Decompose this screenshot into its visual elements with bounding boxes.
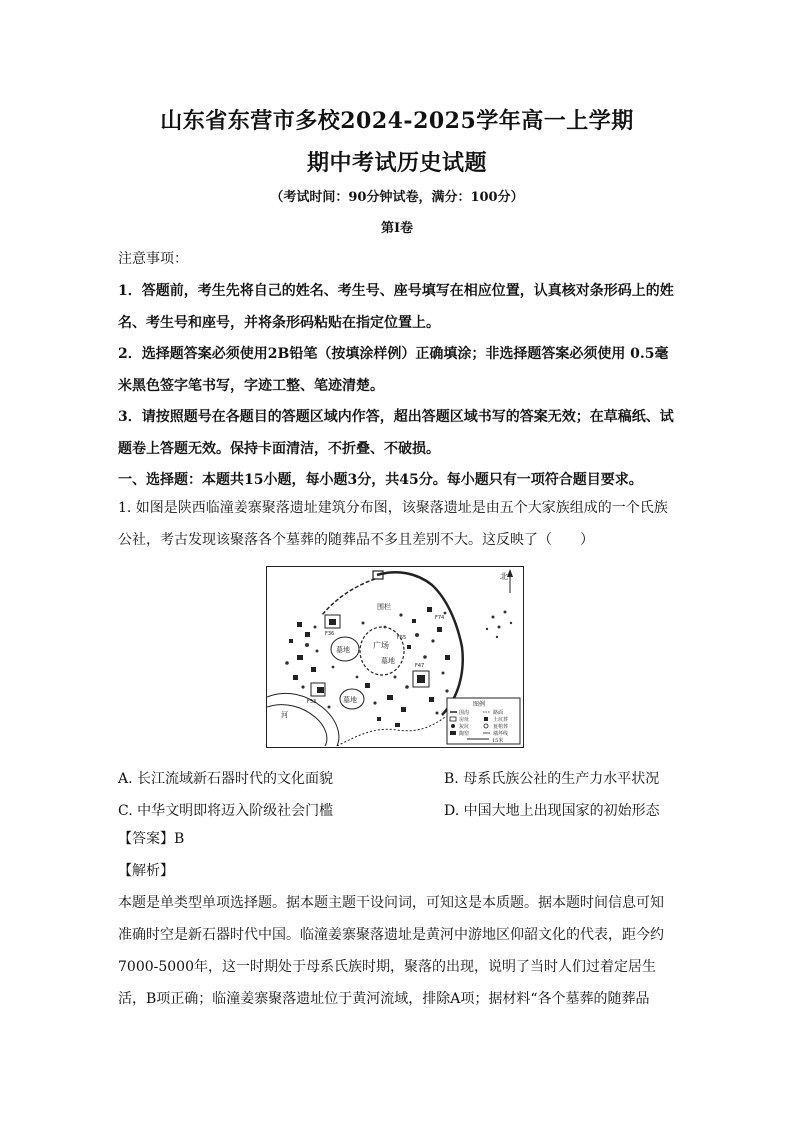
answer-label: 【答案】B [118, 831, 185, 847]
house-label-f74: F74 [435, 615, 445, 621]
cemetery-label-3: 墓地 [343, 696, 357, 704]
section-heading: 一、选择题：本题共15小题，每小题3分，共45分。每小题只有一项符合题目要求。 [118, 472, 643, 488]
cemetery-label-2: 墓地 [381, 657, 395, 665]
settlement-map-figure [266, 566, 524, 748]
legend-item-road: 路面 [493, 710, 504, 716]
legend-item-kiln: 陶窑 [459, 731, 470, 737]
option-a: A. 长江流域新石器时代的文化面貌 [118, 771, 334, 787]
house-label-f53: F53 [307, 699, 317, 705]
settlement-map [267, 567, 522, 746]
legend-item-urn-burial: 瓮棺葬 [493, 724, 509, 730]
notice-item-2: 2．选择题答案必须使用2B铅笔（按填涂样例）正确填涂；非选择题答案必须使用 0.5毫米黑色签字笔书写，字迹工整、笔迹清楚。 [118, 346, 669, 394]
river-label: 河 [281, 711, 288, 719]
legend-item-pit-burial: 土坑葬 [493, 717, 509, 723]
legend-item-ditch: 围沟 [459, 710, 470, 716]
notice-heading: 注意事项： [118, 251, 188, 267]
option-d: D. 中国大地上出现国家的初始形态 [444, 803, 660, 819]
volume-label: 第Ⅰ卷 [380, 221, 414, 236]
north-label: 北 [500, 572, 508, 581]
house-label-f47: F47 [415, 663, 425, 669]
house-label-f55: F55 [397, 635, 407, 641]
option-c: C. 中华文明即将迈入阶级社会门槛 [118, 803, 334, 819]
option-b: B. 母系氏族公社的生产力水平状况 [444, 771, 660, 787]
analysis-heading: 【解析】 [118, 863, 174, 879]
plaza-label: 广场 [373, 641, 389, 650]
analysis-line-1: 本题是单类型单项选择题。据本题主题干设问词，可知这是本质题。据本题时间信息可知 [118, 895, 664, 911]
analysis-line-2: 准确时空是新石器时代中国。临潼姜寨聚落遗址是黄河中游地区仰韶文化的代表，距今约 [118, 927, 664, 943]
cemetery-label-1: 墓地 [336, 646, 350, 654]
question-1-stem: 1. 如图是陕西临潼姜寨聚落遗址建筑分布图，该聚落遗址是由五个大家族组成的一个氏族公社，考古发现该聚落各个墓葬的随葬品不多且差别不大。这反映了（ ） [118, 500, 668, 548]
document-title-line-2: 期中考试历史试题 [306, 150, 487, 176]
house-label-f36: F36 [325, 631, 335, 637]
legend-title: 图例 [473, 701, 486, 708]
exam-info: （考试时间：90分钟试卷，满分：100分） [270, 190, 524, 205]
enclosure-label: 围栏 [377, 603, 391, 611]
analysis-line-3: 7000-5000年，这一时期处于母系氏族时期，聚落的出现，说明了当时人们过着定居生 [118, 959, 656, 975]
legend-item-pit: 灰坑 [459, 724, 470, 730]
notice-item-1: 1．答题前，考生先将自己的姓名、考生号、座号填写在相应位置，认真核对条形码上的姓名、考生号和座号，并将条形码粘贴在指定位置上。 [118, 283, 674, 331]
notice-item-3: 3．请按照题号在各题目的答题区域内作答，超出答题区域书写的答案无效；在草稿纸、试题卷上答题无效。保持卡面清洁，不折叠、不破损。 [118, 409, 674, 457]
legend-item-house: 房址 [459, 717, 470, 723]
analysis-line-4: 活，B项正确；临潼姜寨聚落遗址位于黄河流域，排除A项；据材料“各个墓葬的随葬品 [118, 991, 650, 1007]
scale-label: 15米 [492, 738, 504, 744]
legend-item-wall-line: 墙坏线 [493, 731, 509, 737]
document-title-line-1: 山东省东营市多校2024-2025学年高一上学期 [160, 108, 634, 134]
